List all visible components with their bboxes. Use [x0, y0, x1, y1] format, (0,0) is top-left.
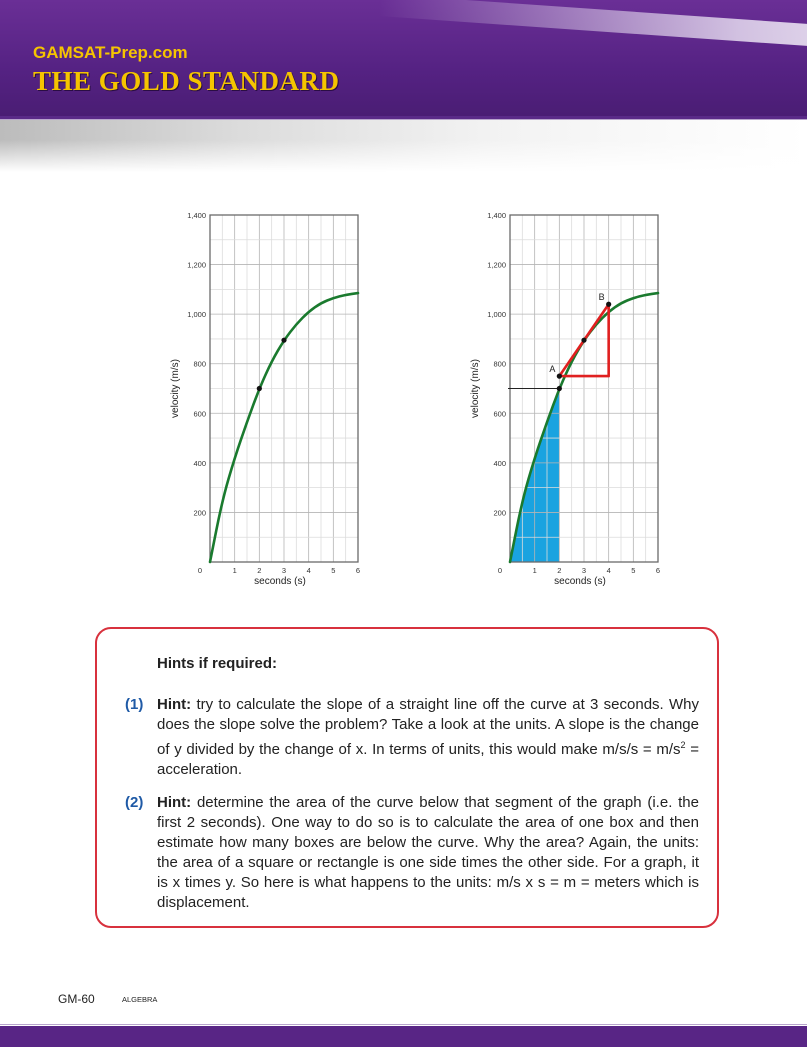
x-tick-label: 5 [331, 566, 336, 575]
y-tick-label: 800 [193, 359, 206, 369]
y-axis-label: velocity (m/s) [470, 359, 481, 418]
header-shade-fade [0, 140, 807, 172]
footer-divider [0, 1024, 807, 1025]
y-tick-label: 1,200 [487, 260, 506, 270]
x-tick-label: 3 [281, 566, 287, 575]
x-tick-label: 4 [306, 566, 311, 575]
y-tick-label: 1,000 [487, 310, 506, 320]
y-tick-label: 600 [193, 409, 206, 419]
y-tick-label: 1,000 [187, 310, 206, 320]
x-tick-label: 1 [232, 566, 237, 575]
y-tick-label: 1,400 [487, 211, 506, 220]
hint-text [157, 793, 699, 913]
header-banner [0, 0, 807, 116]
point-label: A [549, 364, 556, 375]
velocity-graph-right [448, 200, 678, 600]
hints-heading: Hints if required: [157, 655, 278, 672]
curve-marker [581, 338, 586, 343]
hint-text [157, 695, 699, 780]
page-number: GM-60 [58, 992, 95, 1006]
page-title: THE GOLD STANDARD [33, 66, 340, 96]
site-name: GAMSAT-Prep.com [33, 43, 188, 62]
y-tick-label: 600 [493, 409, 506, 419]
y-tick-label: 0 [497, 566, 502, 575]
x-tick-label: 2 [257, 566, 262, 575]
y-tick-label: 200 [193, 508, 206, 518]
hints-box [95, 627, 719, 928]
x-tick-label: 1 [532, 566, 537, 575]
curve-marker [257, 386, 262, 391]
y-tick-label: 400 [493, 458, 506, 468]
x-tick-label: 6 [655, 566, 661, 575]
footer-bar [0, 1026, 807, 1047]
x-tick-label: 6 [355, 566, 361, 575]
hint-label: Hint: [157, 696, 192, 713]
y-tick-label: 200 [493, 508, 506, 518]
hint-tail-text: = acceleration. [157, 741, 700, 778]
hint-number: (2) [125, 794, 144, 811]
section-name: ALGEBRA [122, 995, 158, 1004]
hint-label: Hint: [157, 794, 192, 811]
hint-item [125, 793, 701, 913]
x-tick-label: 5 [631, 566, 636, 575]
curve-marker [557, 374, 562, 379]
x-axis-label: seconds (s) [254, 576, 306, 587]
curve-marker [606, 302, 611, 307]
banner-stripe [378, 0, 807, 58]
y-tick-label: 400 [193, 458, 206, 468]
curve-marker [281, 338, 286, 343]
hint-number: (1) [125, 696, 144, 713]
hint-item [125, 695, 701, 778]
hint-superscript: 2 [680, 740, 686, 750]
y-axis-label: velocity (m/s) [170, 359, 181, 418]
x-tick-label: 3 [581, 566, 587, 575]
y-tick-label: 800 [493, 359, 506, 369]
x-tick-label: 2 [557, 566, 562, 575]
x-axis-label: seconds (s) [554, 576, 606, 587]
hint-body-text: determine the area of the curve below that segment of the graph (i.e. the first 2 seconds). One way to do so is to calculate the area of one box and then estimate how many boxes are below the curve. Why the area? Again, the units: the area of a square or rectangle is one side times the other side. For a graph, it is x times y. So here is what happens to the units: m/s x s = m = meters which is displacement. [157, 794, 699, 911]
point-label: B [598, 292, 605, 303]
velocity-graph-left [148, 200, 378, 600]
y-tick-label: 0 [197, 566, 202, 575]
hint-body-text: try to calculate the slope of a straight line off the curve at 3 seconds. Why does the slope solve the problem? Take a look at the units. A slope is the change of y divided by the change of x. In terms of units, this would make m/s/s = m/s [157, 696, 699, 758]
y-tick-label: 1,400 [187, 211, 206, 220]
y-tick-label: 1,200 [187, 260, 206, 270]
curve-marker [557, 386, 562, 391]
x-tick-label: 4 [606, 566, 611, 575]
